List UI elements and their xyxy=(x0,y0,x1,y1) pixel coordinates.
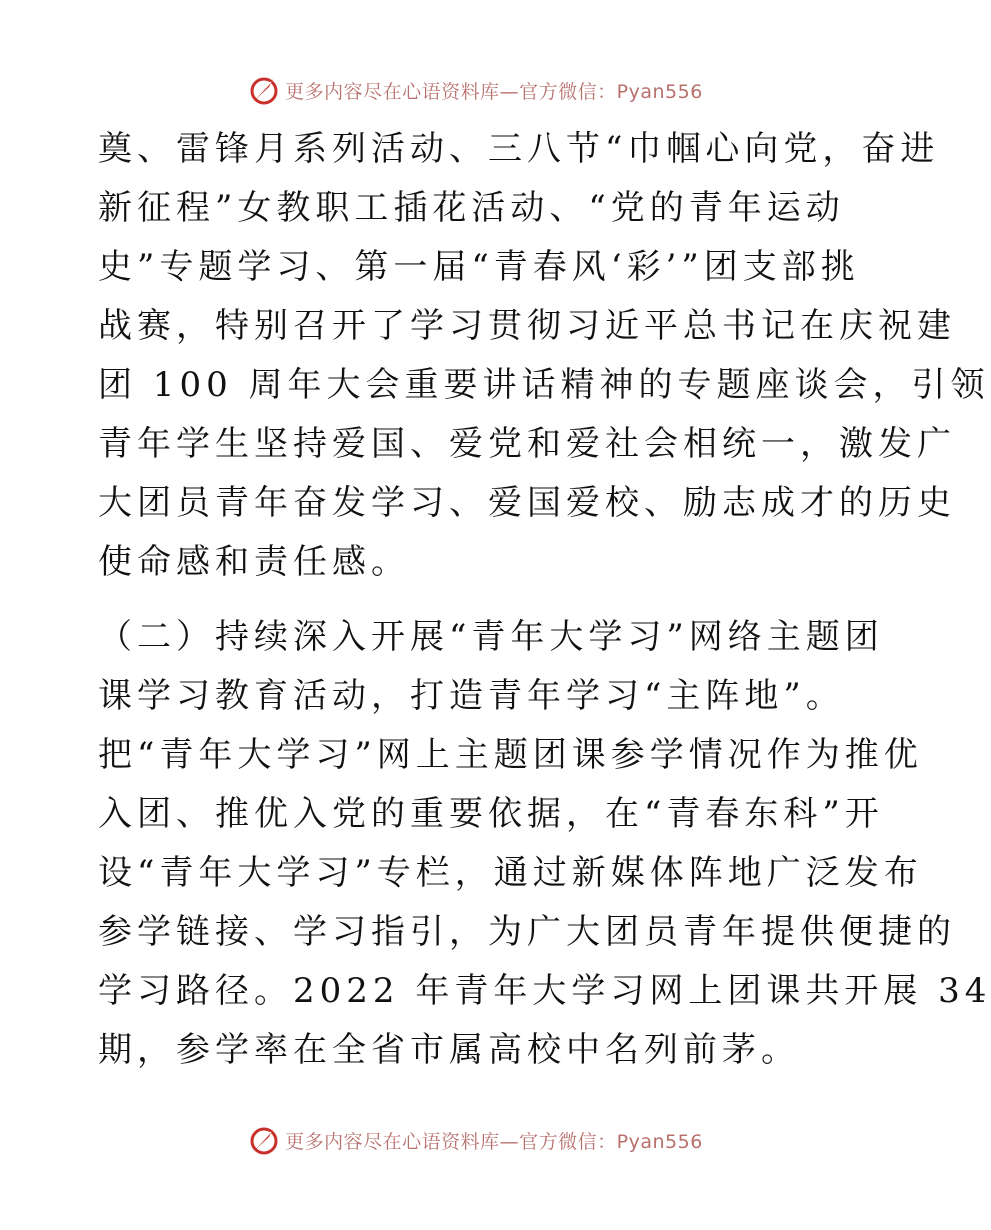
text-line: 学习路径。2022 年青年大学习网上团课共开展 34 xyxy=(98,971,991,1011)
watermark-text: 更多内容尽在心语资料库—官方微信：Pyan556 xyxy=(285,80,703,103)
section-heading-line: 课学习教育活动，打造青年学习“主阵地”。 xyxy=(98,676,845,716)
paragraph-gap xyxy=(98,592,858,608)
text-line: 新征程”女教职工插花活动、“党的青年运动 xyxy=(98,188,845,228)
header-watermark xyxy=(0,70,950,110)
footer-watermark xyxy=(0,1120,950,1160)
text-line: 期，参学率在全省市属高校中名列前茅。 xyxy=(98,1030,800,1070)
text-line: 青年学生坚持爱国、爱党和爱社会相统一，激发广 xyxy=(98,424,956,464)
watermark-text: 更多内容尽在心语资料库—官方微信：Pyan556 xyxy=(285,1130,703,1153)
paragraph xyxy=(98,120,990,592)
text-line: 奠、雷锋月系列活动、三八节“巾帼心向党，奋进 xyxy=(98,129,940,169)
section-heading-line: （二）持续深入开展“青年大学习”网络主题团 xyxy=(98,617,884,657)
text-line: 战赛，特别召开了学习贯彻习近平总书记在庆祝建 xyxy=(98,306,956,346)
document-body xyxy=(98,120,991,1080)
text-line: 设“青年大学习”专栏，通过新媒体阵地广泛发布 xyxy=(98,853,923,893)
text-line: 参学链接、学习指引，为广大团员青年提供便捷的 xyxy=(98,912,956,952)
text-line: 团 100 周年大会重要讲话精神的专题座谈会，引领 xyxy=(98,365,990,405)
feather-pen-logo-icon xyxy=(247,1123,281,1157)
text-line: 大团员青年奋发学习、爱国爱校、励志成才的历史 xyxy=(98,483,956,523)
feather-pen-logo-icon xyxy=(247,73,281,107)
text-line: 把“青年大学习”网上主题团课参学情况作为推优 xyxy=(98,735,923,775)
text-line: 入团、推优入党的重要依据，在“青春东科”开 xyxy=(98,794,884,834)
text-line: 史”专题学习、第一届“青春风‘彩’”团支部挑 xyxy=(98,247,860,287)
text-line: 使命感和责任感。 xyxy=(98,542,410,582)
paragraph xyxy=(98,608,991,1080)
